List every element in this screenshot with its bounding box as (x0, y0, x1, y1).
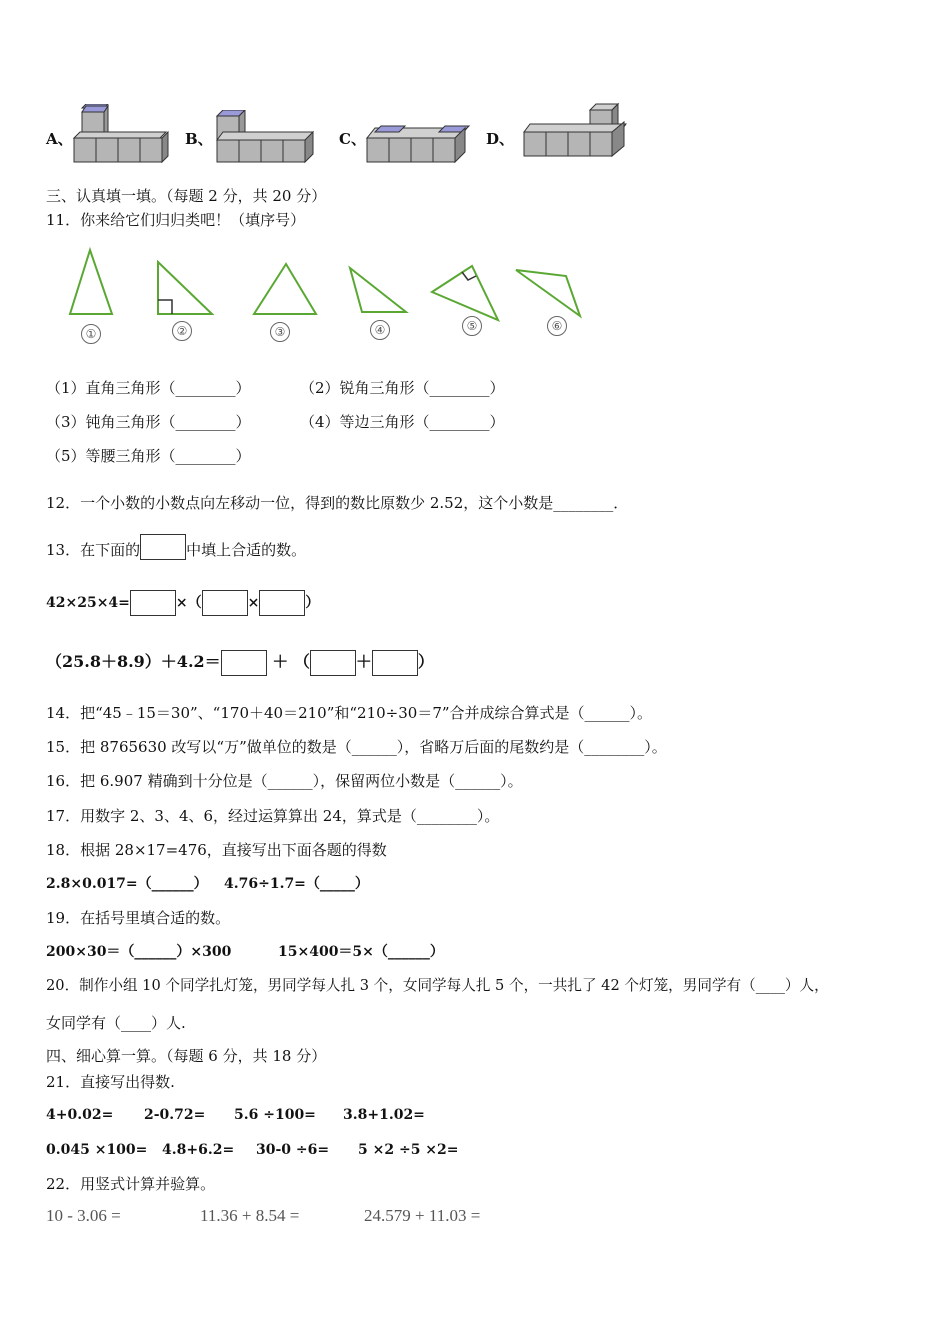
option-b-figure (213, 110, 323, 166)
q13-stem-pre: 13．在下面的 (46, 541, 141, 559)
right-paren: ） (417, 652, 434, 671)
q21-r1-3: 5.6 ÷100= (234, 1107, 316, 1123)
q21-r2-3: 30-0 ÷6= (256, 1142, 330, 1158)
q22-item-1: 10 - 3.06 = (46, 1206, 121, 1225)
q19-a: 200×30＝（______）×300 (46, 944, 232, 960)
right-paren: ） (305, 595, 320, 611)
q19-b: 15×400＝5×（______） (278, 944, 444, 960)
triangle-label-4: ④ (370, 320, 390, 340)
q21-stem: 21．直接写出得数. (46, 1073, 175, 1091)
q11-triangles (60, 244, 600, 324)
triangle-6 (516, 270, 580, 316)
q21-r1-2: 2-0.72= (144, 1107, 206, 1123)
triangle-5 (432, 266, 498, 320)
q11-equilateral-triangle: （4）等边三角形（________） (300, 413, 505, 431)
q13-expression-2 (46, 648, 434, 676)
option-a-figure (72, 104, 172, 166)
times-sign: × (175, 595, 188, 611)
left-paren: （ (187, 595, 202, 611)
triangle-label-2: ② (172, 321, 192, 341)
triangle-4 (350, 268, 406, 312)
q14: 14．把“45﹣15＝30”、“170＋40＝210”和“210÷30＝7”合并成综合算式是（______）。 (46, 704, 653, 722)
q21-r2-4: 5 ×2 ÷5 ×2= (358, 1142, 459, 1158)
triangle-3 (254, 264, 316, 314)
q21-r2-1: 0.045 ×100= (46, 1142, 148, 1158)
q13-e1-box-3[interactable] (259, 590, 305, 616)
q11-isosceles-triangle: （5）等腰三角形（________） (46, 447, 251, 465)
q11-stem: 11．你来给它们归归类吧！（填序号） (46, 211, 306, 229)
q13-expression-1 (46, 590, 319, 616)
q22-item-3: 24.579 + 11.03 = (364, 1206, 481, 1225)
triangle-1 (70, 250, 112, 314)
triangle-2 (158, 262, 212, 314)
q13-e2-box-1[interactable] (221, 650, 267, 676)
option-b-label: B、 (185, 130, 213, 148)
q13-stem-post: 中填上合适的数。 (186, 541, 307, 559)
section-3-title: 三、认真填一填。（每题 2 分，共 20 分） (46, 187, 327, 205)
q22-item-2: 11.36 + 8.54 = (200, 1206, 300, 1225)
triangle-label-3: ③ (270, 322, 290, 342)
triangle-label-6: ⑥ (547, 316, 567, 336)
q21-r1-1: 4+0.02= (46, 1107, 114, 1123)
option-d-label: D、 (486, 130, 515, 148)
q13-e2-text: （25.8＋8.9）＋4.2＝ (46, 652, 221, 671)
q18-b: 4.76÷1.7=（_____） (224, 876, 369, 892)
q13-stem (46, 536, 306, 562)
plus-sign: ＋ (355, 652, 372, 671)
q22-stem: 22．用竖式计算并验算。 (46, 1175, 216, 1193)
q13-e2-box-3[interactable] (372, 650, 418, 676)
q18-stem: 18．根据 28×17=476，直接写出下面各题的得数 (46, 841, 387, 859)
section-4-title: 四、细心算一算。（每题 6 分，共 18 分） (46, 1047, 327, 1065)
q11-acute-triangle: （2）锐角三角形（________） (300, 379, 505, 397)
left-paren: （ (293, 652, 310, 671)
q11-obtuse-triangle: （3）钝角三角形（________） (46, 413, 251, 431)
q20-line-1: 20．制作小组 10 个同学扎灯笼，男同学每人扎 3 个，女同学每人扎 5 个，一共扎了 42 个灯笼，男同学有（____）人， (46, 977, 829, 994)
option-c-label: C、 (339, 130, 366, 148)
q18-a: 2.8×0.017=（______） (46, 876, 208, 892)
option-d-figure (520, 102, 628, 160)
q13-e1-box-2[interactable] (202, 590, 248, 616)
plus-sign: ＋ (272, 652, 289, 671)
q21-r1-4: 3.8+1.02= (343, 1107, 425, 1123)
triangle-label-1: ① (81, 324, 101, 344)
q13-e1-box-1[interactable] (130, 590, 176, 616)
q21-r2-2: 4.8+6.2= (162, 1142, 235, 1158)
option-c-figure (365, 124, 471, 166)
option-a-label: A、 (46, 130, 73, 148)
q11-right-triangle: （1）直角三角形（________） (46, 379, 251, 397)
q13-e1-text: 42×25×4= (46, 595, 130, 611)
q13-e2-box-2[interactable] (310, 650, 356, 676)
q17: 17．用数字 2、3、4、6，经过运算算出 24，算式是（________）。 (46, 807, 500, 825)
times-sign: × (247, 595, 260, 611)
q13-sample-box (140, 534, 186, 560)
q15: 15．把 8765630 改写以“万”做单位的数是（______），省略万后面的尾数约是（________）。 (46, 738, 667, 756)
q16: 16．把 6.907 精确到十分位是（______），保留两位小数是（______）。 (46, 772, 523, 790)
q20-line-2: 女同学有（____）人. (46, 1014, 186, 1032)
triangle-label-5: ⑤ (462, 316, 482, 336)
q12: 12．一个小数的小数点向左移动一位，得到的数比原数少 2.52，这个小数是________． (46, 494, 629, 512)
q19-stem: 19．在括号里填合适的数。 (46, 909, 231, 927)
